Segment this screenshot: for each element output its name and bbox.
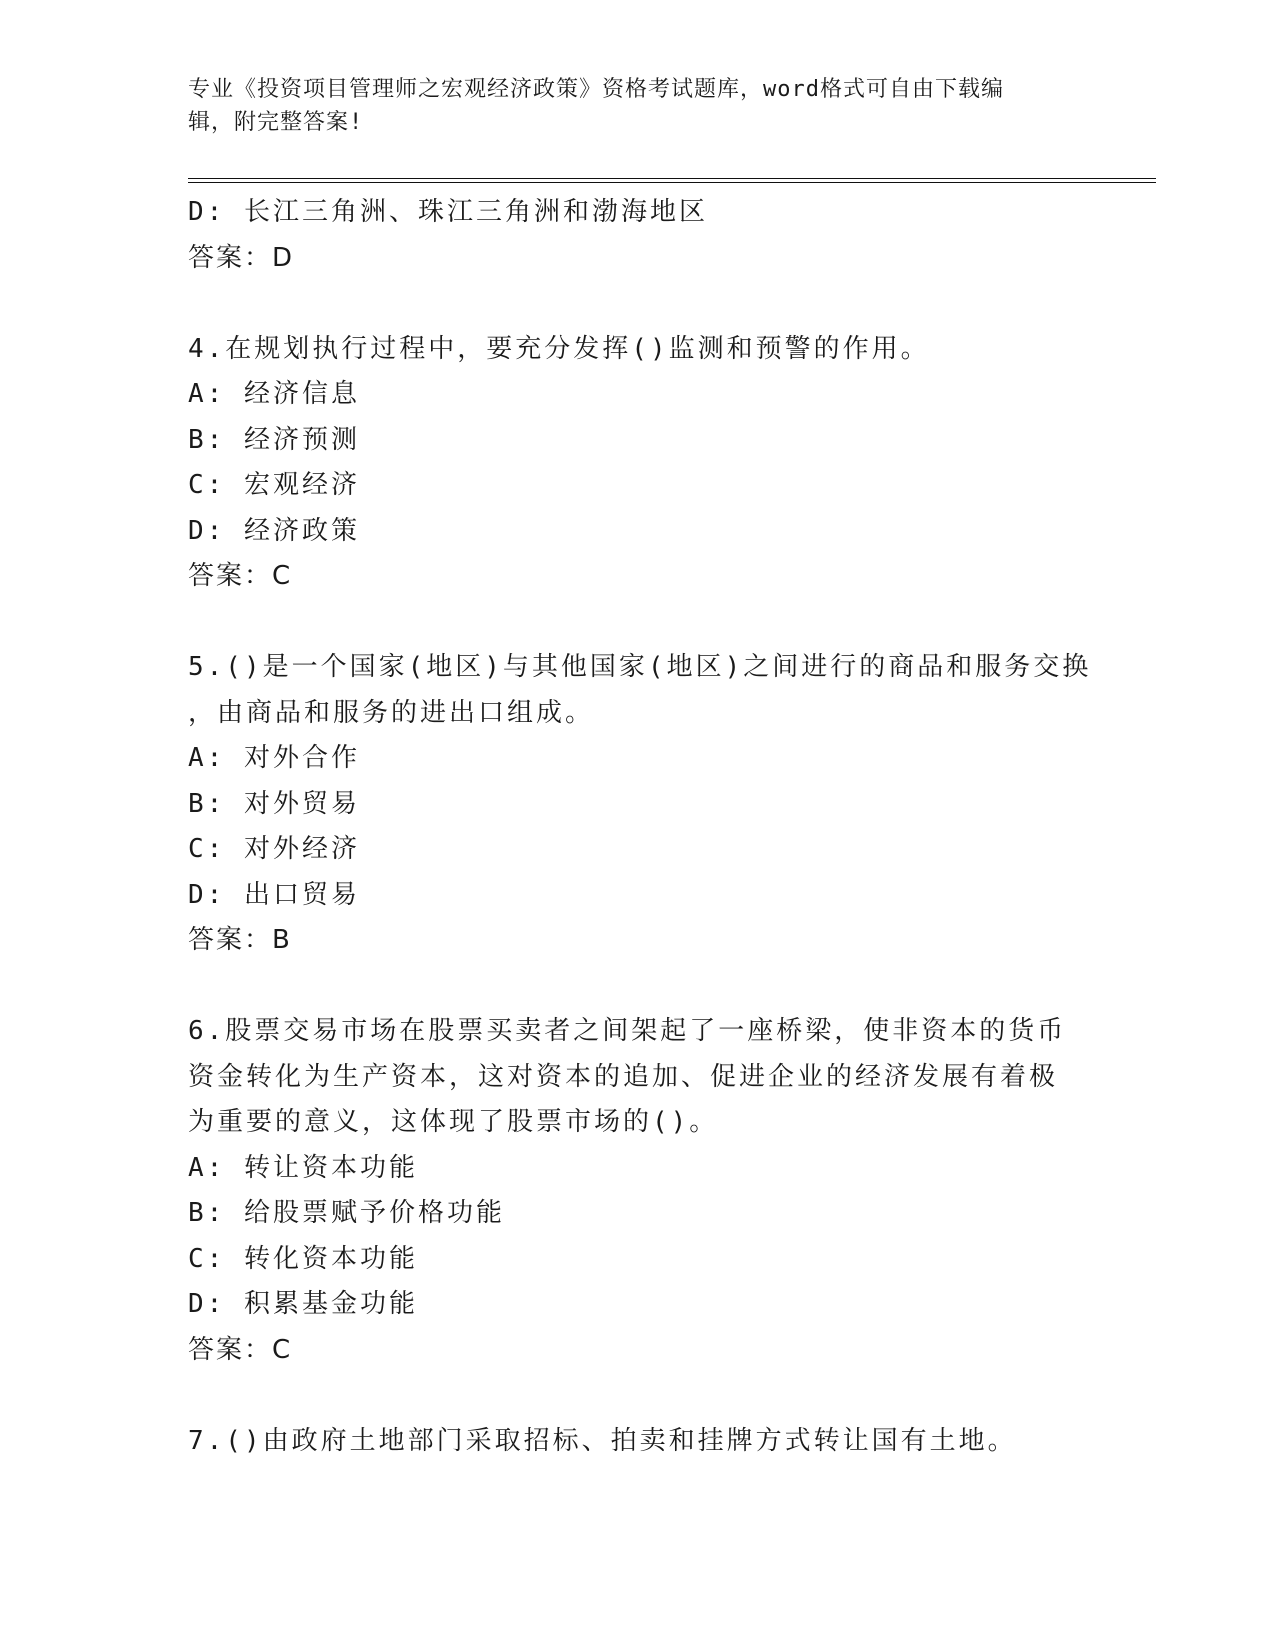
option-a: A: 转让资本功能 [188,1152,418,1183]
question-text: 资金转化为生产资本，这对资本的追加、促进企业的经济发展有着极 [188,1061,1059,1092]
question-7 [188,1419,1088,1465]
question-text: 7.()由政府土地部门采取招标、拍卖和挂牌方式转让国有土地。 [188,1425,1017,1456]
option-d: D: 长江三角洲、珠江三角洲和渤海地区 [188,197,708,227]
question-list [188,190,1092,1464]
header-divider-top [188,178,1156,179]
question-text: ，由商品和服务的进出口组成。 [188,697,595,728]
answer-line: 答案：D [188,242,295,273]
question-text: 4.在规划执行过程中，要充分发挥()监测和预警的作用。 [188,333,930,364]
question-5 [188,645,1092,964]
option-b: B: 给股票赋予价格功能 [188,1198,505,1228]
document-header [188,73,1068,139]
header-divider-bottom [188,182,1156,183]
question-text: 6.股票交易市场在股票买卖者之间架起了一座桥梁，使非资本的货币 [188,1016,1067,1046]
option-b: B: 对外贸易 [188,788,360,819]
option-a: A: 对外合作 [188,743,360,773]
question-text: 为重要的意义，这体现了股票市场的()。 [188,1107,719,1137]
question-4 [188,327,1088,600]
header-line-2: 辑，附完整答案! [188,110,364,135]
option-c: C: 转化资本功能 [188,1243,418,1274]
header-line-1: 专业《投资项目管理师之宏观经济政策》资格考试题库，word格式可自由下载编 [188,77,1004,102]
question-6 [188,1009,1088,1373]
option-c: C: 宏观经济 [188,470,360,500]
question-text: 5.()是一个国家(地区)与其他国家(地区)之间进行的商品和服务交换 [188,652,1092,682]
option-c: C: 对外经济 [188,834,360,864]
answer-line: 答案：C [188,561,293,591]
option-b: B: 经济预测 [188,424,360,455]
answer-line: 答案：B [188,925,292,955]
option-d: D: 经济政策 [188,515,360,546]
option-d: D: 出口贸易 [188,879,360,910]
answer-line: 答案：C [188,1334,293,1365]
option-d: D: 积累基金功能 [188,1289,418,1319]
option-a: A: 经济信息 [188,379,360,409]
